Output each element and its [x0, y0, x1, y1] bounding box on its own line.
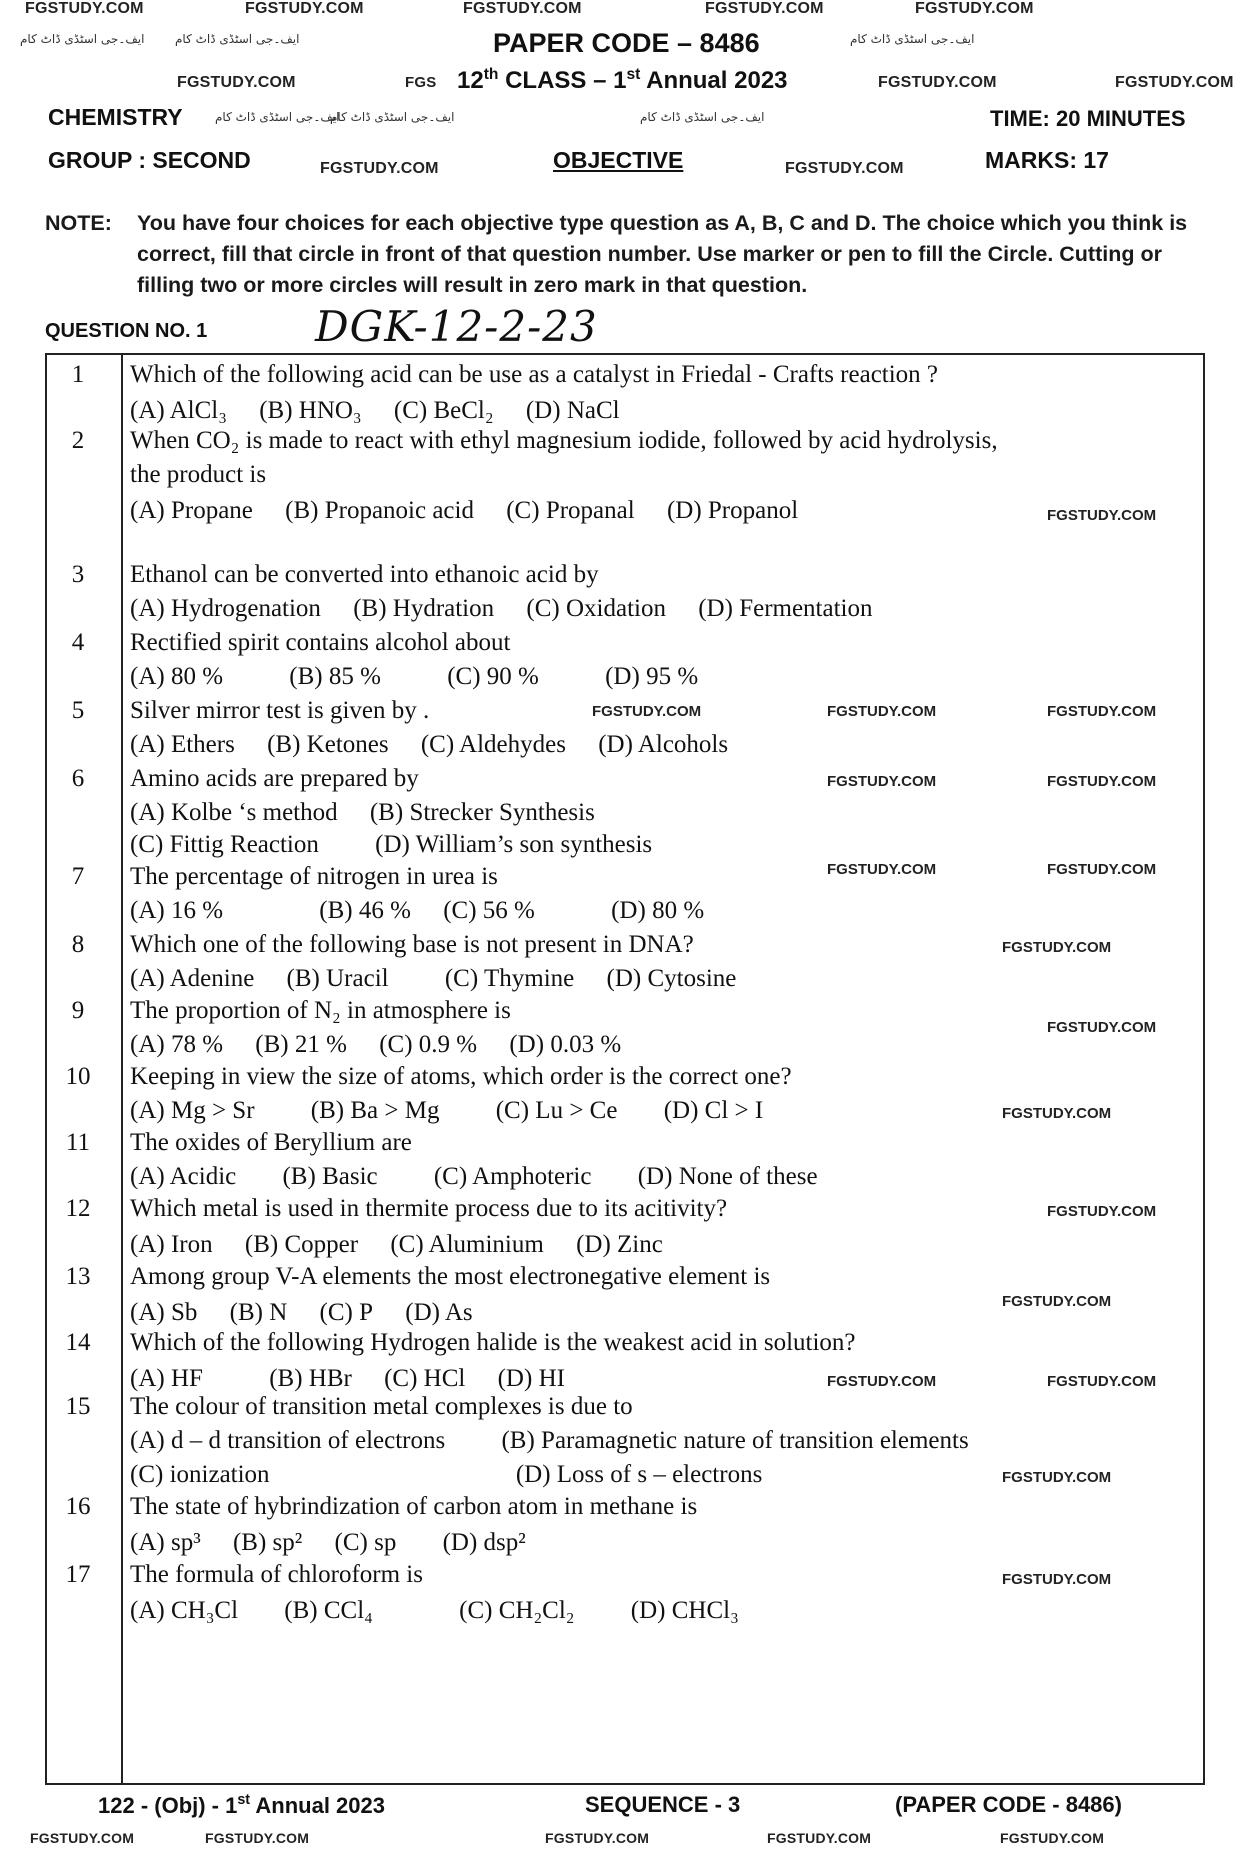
option-b[interactable]: (B) HNO₃ [259, 397, 362, 424]
option-d[interactable]: (D) NaCl [525, 397, 620, 424]
watermark: FGSTUDY.COM [1002, 1469, 1112, 1486]
option-a[interactable]: (A) Sb [130, 1299, 198, 1326]
option-d[interactable]: (D) Cytosine [606, 965, 737, 992]
option-c[interactable]: (C) Fittig Reaction [130, 831, 319, 858]
options-row-2 [130, 831, 678, 859]
options-row [130, 1365, 591, 1393]
option-a[interactable]: (A) Kolbe ‘s method [130, 799, 338, 826]
option-c[interactable]: (C) sp [334, 1529, 397, 1556]
question-number: 11 [65, 1129, 91, 1156]
annual-year: Annual 2023 [640, 67, 788, 94]
watermark: FGSTUDY.COM [320, 160, 439, 177]
watermark: FGSTUDY.COM [827, 861, 937, 878]
options-row [130, 1299, 499, 1327]
section-objective: OBJECTIVE [553, 147, 684, 173]
options-row [130, 663, 724, 691]
option-d[interactable]: (D) HI [497, 1365, 565, 1392]
option-b[interactable]: (B) N [229, 1299, 288, 1326]
urdu-watermark: ایف۔جی اسٹڈی ڈاٹ کام [330, 110, 455, 124]
question-text: Rectified spirit contains alcohol about [130, 629, 511, 656]
annual-sup: st [626, 66, 641, 83]
watermark: FGSTUDY.COM [25, 0, 144, 17]
question-number: 2 [71, 427, 85, 454]
question-text: Which one of the following base is not present in DNA? [130, 931, 694, 958]
watermark: FGSTUDY.COM [878, 74, 997, 91]
watermark: FGSTUDY.COM [1000, 1830, 1105, 1846]
watermark: FGSTUDY.COM [827, 703, 937, 720]
options-row [130, 1597, 765, 1625]
question-number: 17 [65, 1561, 91, 1588]
option-b[interactable]: (B) Basic [282, 1163, 378, 1190]
option-a[interactable]: (A) Iron [130, 1231, 213, 1258]
options-row [130, 799, 621, 827]
option-d[interactable]: (D) Zinc [576, 1231, 663, 1258]
class-number: 12 [457, 67, 484, 94]
question-number: 12 [65, 1195, 91, 1222]
option-c[interactable]: (C) 90 % [447, 663, 539, 690]
question-heading: QUESTION NO. 1 [45, 320, 208, 342]
option-d[interactable]: (D) 0.03 % [509, 1031, 622, 1058]
question-text: The state of hybrindization of carbon atom in methane is [130, 1493, 698, 1520]
urdu-watermark: ایف۔جی اسٹڈی ڈاٹ کام [850, 32, 975, 46]
watermark: FGSTUDY.COM [785, 160, 904, 177]
urdu-watermark: ایف۔جی اسٹڈی ڈاٹ کام [20, 32, 145, 46]
option-b[interactable]: (B) HBr [269, 1365, 352, 1392]
option-d[interactable]: (D) 95 % [605, 663, 699, 690]
question-number: 15 [65, 1393, 91, 1420]
watermark: FGSTUDY.COM [30, 1830, 135, 1846]
option-d[interactable]: (D) CHCl₃ [630, 1597, 739, 1624]
watermark: FGSTUDY.COM [1047, 1373, 1157, 1390]
option-b[interactable]: (B) 21 % [255, 1031, 347, 1058]
urdu-watermark: ایف۔جی اسٹڈی ڈاٹ کام [640, 110, 765, 124]
question-number: 4 [71, 629, 85, 656]
option-b[interactable]: (B) CCl₄ [284, 1597, 373, 1624]
watermark-fragment: FGS [405, 74, 437, 91]
watermark: FGSTUDY.COM [767, 1830, 872, 1846]
watermark: FGSTUDY.COM [592, 703, 702, 720]
option-c[interactable]: (C) Oxidation [526, 595, 666, 622]
option-b[interactable]: (B) 46 % [319, 897, 411, 924]
options-row [130, 965, 762, 993]
group: GROUP : SECOND [48, 147, 251, 173]
option-b[interactable]: (B) 85 % [289, 663, 381, 690]
option-c[interactable]: (C) Thymine [444, 965, 575, 992]
options-row [130, 1529, 552, 1557]
option-b[interactable]: (B) Propanoic acid [285, 497, 474, 524]
question-number: 5 [71, 697, 85, 724]
footer-sequence: SEQUENCE - 3 [585, 1792, 741, 1817]
column-divider [121, 355, 123, 1783]
option-c[interactable]: (C) BeCl₂ [393, 397, 494, 424]
option-c[interactable]: (C) CH₂Cl₂ [459, 1597, 575, 1624]
option-c[interactable]: (C) Propanal [506, 497, 635, 524]
watermark: FGSTUDY.COM [205, 1830, 310, 1846]
option-a[interactable]: (A) 80 % [130, 663, 224, 690]
question-number: 1 [71, 361, 85, 388]
option-b[interactable]: (B) Paramagnetic nature of transition elements [501, 1427, 969, 1454]
question-number: 16 [65, 1493, 91, 1520]
option-d[interactable]: (D) As [405, 1299, 473, 1326]
instructions-note [45, 208, 1225, 301]
option-a[interactable]: (A) Hydrogenation [130, 595, 321, 622]
option-a[interactable]: (A) Mg > Sr [130, 1097, 255, 1124]
class-label: CLASS – 1 [498, 67, 627, 94]
question-number: 3 [71, 561, 85, 588]
watermark: FGSTUDY.COM [1047, 703, 1157, 720]
option-b[interactable]: (B) sp² [232, 1529, 303, 1556]
options-row-2 [130, 1461, 788, 1489]
question-text: Ethanol can be converted into ethanoic acid by [130, 561, 599, 588]
option-c[interactable]: (C) ionization [130, 1461, 270, 1488]
options-row [130, 731, 754, 759]
watermark: FGSTUDY.COM [827, 773, 937, 790]
marks: MARKS: 17 [985, 147, 1109, 173]
option-a[interactable]: (A) Ethers [130, 731, 235, 758]
subject: CHEMISTRY [48, 104, 183, 130]
question-number: 13 [65, 1263, 91, 1290]
option-c[interactable]: (C) 0.9 % [379, 1031, 478, 1058]
option-d[interactable]: (D) William’s son synthesis [375, 831, 653, 858]
question-text: Which metal is used in thermite process due to its acitivity? [130, 1195, 728, 1222]
time-allowed: TIME: 20 MINUTES [990, 106, 1186, 131]
watermark: FGSTUDY.COM [705, 0, 824, 17]
question-text: When CO₂ is made to react with ethyl magnesium iodide, followed by acid hydrolysis, [130, 427, 998, 454]
question-number: 6 [71, 765, 85, 792]
urdu-watermark: ایف۔جی اسٹڈی ڈاٹ کام [215, 110, 340, 124]
option-c[interactable]: (C) Amphoteric [433, 1163, 592, 1190]
question-text: Keeping in view the size of atoms, which order is the correct one? [130, 1063, 792, 1090]
options-row [130, 397, 646, 425]
question-text: Among group V-A elements the most electronegative element is [130, 1263, 771, 1290]
option-d[interactable]: (D) 80 % [611, 897, 705, 924]
watermark: FGSTUDY.COM [463, 0, 582, 17]
watermark: FGSTUDY.COM [1002, 1571, 1112, 1588]
options-row [130, 1427, 995, 1455]
option-a[interactable]: (A) HF [130, 1365, 203, 1392]
question-text: Amino acids are prepared by [130, 765, 419, 792]
watermark: FGSTUDY.COM [1115, 74, 1234, 91]
option-c[interactable]: (C) Aldehydes [420, 731, 566, 758]
option-b[interactable]: (B) Hydration [353, 595, 495, 622]
option-d[interactable]: (D) Loss of s – electrons [515, 1461, 763, 1488]
option-a[interactable]: (A) CH₃Cl [130, 1597, 239, 1624]
question-text: The oxides of Beryllium are [130, 1129, 412, 1156]
question-text: Silver mirror test is given by . [130, 697, 430, 724]
option-d[interactable]: (D) Fermentation [698, 595, 873, 622]
options-row [130, 1231, 689, 1259]
question-number: 7 [71, 863, 85, 890]
option-d[interactable]: (D) Propanol [666, 497, 799, 524]
watermark: FGSTUDY.COM [245, 0, 364, 17]
option-d[interactable]: (D) dsp² [442, 1529, 526, 1556]
watermark: FGSTUDY.COM [827, 1373, 937, 1390]
option-a[interactable]: (A) Acidic [130, 1163, 237, 1190]
note-text: You have four choices for each objective type question as A, B, C and D. The choice which you think is correct, fill that circle in front of that question number. Use marker or pen to fill the Circle. Cutting or filling two or more circles will result in zero mark in that question. [137, 211, 1188, 297]
urdu-watermark: ایف۔جی اسٹڈی ڈاٹ کام [175, 32, 300, 46]
watermark: FGSTUDY.COM [1002, 1105, 1112, 1122]
option-d[interactable]: (D) None of these [637, 1163, 818, 1190]
question-number: 10 [65, 1063, 91, 1090]
option-a[interactable]: (A) Adenine [130, 965, 255, 992]
class-line [457, 66, 788, 95]
question-text: The proportion of N₂ in atmosphere is [130, 997, 511, 1024]
option-c[interactable]: (C) Aluminium [390, 1231, 544, 1258]
watermark: FGSTUDY.COM [1047, 1203, 1157, 1220]
options-row [130, 897, 730, 925]
watermark: FGSTUDY.COM [1047, 861, 1157, 878]
options-row [130, 595, 899, 623]
class-number-sup: th [483, 66, 499, 83]
option-a[interactable]: (A) AlCl₃ [130, 397, 227, 424]
option-a[interactable]: (A) 16 % [130, 897, 224, 924]
question-number: 9 [71, 997, 85, 1024]
option-b[interactable]: (B) Uracil [286, 965, 389, 992]
question-text: Which of the following acid can be use as a catalyst in Friedal - Crafts reaction ? [130, 361, 939, 388]
question-text: The percentage of nitrogen in urea is [130, 863, 498, 890]
options-row [130, 497, 824, 525]
watermark: FGSTUDY.COM [1002, 1293, 1112, 1310]
question-number: 8 [71, 931, 85, 958]
footer-exam-info: 122 - (Obj) - 1st Annual 2023 [98, 1792, 385, 1818]
options-row [130, 1031, 647, 1059]
options-row [130, 1163, 844, 1191]
question-text-continued: the product is [130, 461, 267, 488]
option-b[interactable]: (B) Ba > Mg [310, 1097, 440, 1124]
option-a[interactable]: (A) d – d transition of electrons [130, 1427, 446, 1454]
option-a[interactable]: (A) Propane [130, 497, 253, 524]
watermark: FGSTUDY.COM [545, 1830, 650, 1846]
watermark: FGSTUDY.COM [1002, 939, 1112, 956]
watermark: FGSTUDY.COM [177, 74, 296, 91]
option-c[interactable]: (C) 56 % [443, 897, 535, 924]
option-d[interactable]: (D) Cl > I [663, 1097, 764, 1124]
option-b[interactable]: (B) Copper [244, 1231, 359, 1258]
watermark: FGSTUDY.COM [1047, 773, 1157, 790]
watermark: FGSTUDY.COM [1047, 1019, 1157, 1036]
handwritten-annotation: DGK-12-2-23 [315, 302, 598, 351]
option-c[interactable]: (C) P [319, 1299, 373, 1326]
option-a[interactable]: (A) sp³ [130, 1529, 201, 1556]
option-b[interactable]: (B) Strecker Synthesis [369, 799, 595, 826]
option-d[interactable]: (D) Alcohols [598, 731, 729, 758]
watermark: FGSTUDY.COM [1047, 507, 1157, 524]
option-c[interactable]: (C) HCl [384, 1365, 466, 1392]
paper-code: PAPER CODE – 8486 [493, 28, 760, 58]
options-row [130, 1097, 789, 1125]
question-text: The colour of transition metal complexes is due to [130, 1393, 633, 1420]
question-number: 14 [65, 1329, 91, 1356]
question-text: The formula of chloroform is [130, 1561, 423, 1588]
option-c[interactable]: (C) Lu > Ce [495, 1097, 618, 1124]
note-label: NOTE: [45, 211, 112, 235]
option-a[interactable]: (A) 78 % [130, 1031, 224, 1058]
questions-table [45, 353, 1205, 1785]
watermark: FGSTUDY.COM [915, 0, 1034, 17]
option-b[interactable]: (B) Ketones [267, 731, 389, 758]
question-text: Which of the following Hydrogen halide is the weakest acid in solution? [130, 1329, 856, 1356]
footer-paper-code: (PAPER CODE - 8486) [895, 1792, 1122, 1817]
